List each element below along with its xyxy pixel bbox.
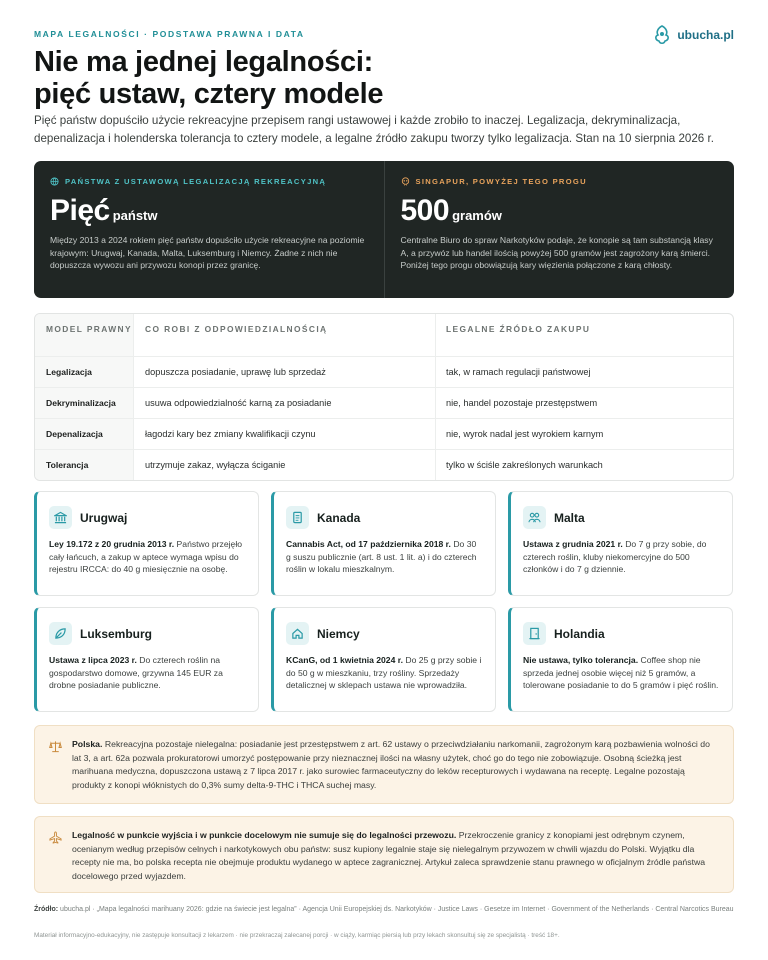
card-text bbox=[286, 654, 482, 692]
table-header-effect: CO ROBI Z ODPOWIEDZIALNOŚCIĄ bbox=[145, 324, 328, 334]
card-desc: Do 7 g przy sobie, do czterech roślin, kluby niekomercyjne do 500 członków i do 7 g dziennie. bbox=[523, 539, 707, 574]
stat-number: 500 bbox=[400, 194, 450, 227]
table-row bbox=[35, 356, 733, 387]
card-law: KCanG, od 1 kwietnia 2024 r. bbox=[286, 655, 404, 665]
country-card-niemcy bbox=[271, 607, 496, 712]
card-text bbox=[523, 538, 719, 576]
card-law: Ley 19.172 z 20 grudnia 2013 r. bbox=[49, 539, 175, 549]
stat-unit: państw bbox=[112, 208, 158, 223]
card-title: Luksemburg bbox=[80, 626, 153, 641]
scales-icon bbox=[49, 740, 62, 753]
card-text bbox=[49, 538, 245, 576]
table-cell-effect: usuwa odpowiedzialność karną za posiadanie bbox=[145, 398, 332, 408]
home-icon bbox=[286, 622, 309, 645]
stat-number: Pięć bbox=[50, 194, 110, 227]
bank-icon bbox=[49, 506, 72, 529]
card-desc: Coffee shop nie sprzeda jednej osobie więcej niż 5 gramów, a tolerowane posiadanie to do 5 gramów i pięć roślin. bbox=[523, 655, 719, 690]
stat-countries bbox=[34, 161, 384, 298]
note-body: Przekroczenie granicy z konopiami jest odrębnym czynem, ocenianym według przepisów celnych i narkotykowych obu państw: susz kupiony legalnie staje się nielegalnym przywozem w chwili wjazdu do Polski. Wyjątku dla recepty nie ma, bo polska recepta nie obejmuje produktu wydanego w aptece zagranicznej. Artykuł zaleca sprawdzenie stanu prawnego w oficjalnym źródle państwa docelowego przed wyjazdem. bbox=[72, 830, 706, 881]
country-cards bbox=[34, 491, 734, 712]
document-icon bbox=[286, 506, 309, 529]
card-desc: Państwo przejęło cały łańcuch, a zakup w aptece wymaga wpisu do rejestru IRCCA: do 40 g miesięcznie na osobę. bbox=[49, 539, 243, 574]
stat-label bbox=[401, 177, 719, 186]
source-text: ubucha.pl · „Mapa legalności marihuany 2026: gdzie na świecie jest legalna” · Agencja Unii Europejskiej ds. Narkotyków · Justice Laws · Gesetze im Internet · Government of the Netherlands · Central Narcotics Bureau bbox=[58, 906, 734, 913]
table-cell-model: Legalizacja bbox=[35, 357, 134, 387]
card-desc: Do 30 g suszu publicznie (art. 8 ust. 1 lit. a) i do czterech roślin w lokalu mieszkalnym. bbox=[286, 539, 477, 574]
table-cell-effect: dopuszcza posiadanie, uprawę lub sprzedaż bbox=[145, 367, 326, 377]
country-card-malta bbox=[508, 491, 733, 596]
table-cell-source: nie, handel pozostaje przestępstwem bbox=[435, 388, 733, 418]
table-row bbox=[35, 449, 733, 480]
note-border bbox=[34, 816, 734, 893]
table-cell-model: Tolerancja bbox=[35, 450, 134, 480]
stat-singapore bbox=[384, 161, 735, 298]
skull-icon bbox=[401, 177, 410, 186]
people-icon bbox=[523, 506, 546, 529]
note-poland bbox=[34, 725, 734, 804]
table-row bbox=[35, 387, 733, 418]
lead-paragraph: Pięć państw dopuściło użycie rekreacyjne przepisem rangi ustawowej i każde zrobiło to inaczej. Legalizacja, dekryminalizacja, depenalizacja i holenderska tolerancja to cztery modele, a legalne źródło zakupu tworzy tylko legalizacja. Stan na 10 sierpnia 2026 r. bbox=[34, 114, 714, 145]
card-law: Ustawa z lipca 2023 r. bbox=[49, 655, 137, 665]
brand-logo[interactable] bbox=[652, 24, 734, 46]
disclaimer: Materiał informacyjno-edukacyjny, nie zastępuje konsultacji z lekarzem · nie przekraczaj zalecanej porcji · w ciąży, karmiąc piersią lub przy lekach skonsultuj się ze specjalistą · treść 18+. bbox=[34, 932, 560, 939]
title-line-1: Nie ma jednej legalności: bbox=[34, 46, 373, 78]
stats-panel bbox=[34, 161, 734, 298]
note-lead: Legalność w punkcie wyjścia i w punkcie docelowym nie sumuje się do legalności przewozu. bbox=[72, 830, 457, 840]
stat-value bbox=[401, 194, 719, 228]
country-card-holandia bbox=[508, 607, 733, 712]
note-text bbox=[72, 829, 719, 880]
globe-icon bbox=[50, 177, 59, 186]
table-cell-model: Depenalizacja bbox=[35, 419, 134, 449]
door-icon bbox=[523, 622, 546, 645]
stat-description: Między 2013 a 2024 rokiem pięć państw dopuściło użycie rekreacyjne na poziomie krajowym: Urugwaj, Kanada, Malta, Luksemburg i Niemcy. Żadne z nich nie dopuszcza wywozu ani przywozu konopi przez granicę. bbox=[50, 235, 365, 270]
card-text bbox=[49, 654, 245, 692]
card-law: Ustawa z grudnia 2021 r. bbox=[523, 539, 623, 549]
table-cell-effect: utrzymuje zakaz, wyłącza ściganie bbox=[145, 460, 286, 470]
card-title: Niemcy bbox=[317, 626, 360, 641]
card-desc: Do 25 g przy sobie i do 50 g w mieszkaniu, trzy rośliny. Sprzedaży detalicznej w sklepach ustawa nie wprowadziła. bbox=[286, 655, 482, 690]
card-title: Urugwaj bbox=[80, 510, 128, 525]
note-lead: Polska. bbox=[72, 739, 103, 749]
plane-icon bbox=[49, 831, 62, 844]
brand-mark-icon bbox=[652, 24, 672, 46]
stat-unit: gramów bbox=[452, 208, 502, 223]
card-title: Holandia bbox=[554, 626, 605, 641]
country-card-kanada bbox=[271, 491, 496, 596]
eyebrow: MAPA LEGALNOŚCI · PODSTAWA PRAWNA I DATA bbox=[34, 29, 305, 39]
table-row bbox=[35, 418, 733, 449]
stat-value bbox=[50, 194, 368, 228]
table-header-row bbox=[35, 314, 733, 356]
card-desc: Do czterech roślin na gospodarstwo domowe, grzywna 145 EUR za drobne posiadanie publiczne. bbox=[49, 655, 223, 690]
stat-label-text: SINGAPUR, POWYŻEJ TEGO PROGU bbox=[415, 177, 587, 186]
source-line bbox=[34, 905, 734, 916]
stat-label-text: PAŃSTWA Z USTAWOWĄ LEGALIZACJĄ REKREACYJNĄ bbox=[65, 177, 327, 186]
stat-description: Centralne Biuro do spraw Narkotyków podaje, że konopie są tam substancją klasy A, a przywóz lub handel ilością powyżej 500 gramów jest zagrożony karą śmierci. Poniżej tego progu obowiązują kary więzienia połączone z karą chłosty. bbox=[400, 235, 713, 270]
source-label: Źródło: bbox=[34, 906, 59, 913]
stat-label bbox=[50, 177, 368, 186]
leaf-icon bbox=[49, 622, 72, 645]
table-cell-model: Dekryminalizacja bbox=[35, 388, 134, 418]
country-card-urugwaj bbox=[34, 491, 259, 596]
card-law: Nie ustawa, tylko tolerancja. bbox=[523, 655, 639, 665]
note-body: Rekreacyjna pozostaje nielegalna: posiadanie jest przestępstwem z art. 62 ustawy o przeciwdziałaniu narkomanii, zagrożonym karą pozbawienia wolności do lat 3, a art. 62a pozwala prokuratorowi umorzyć postępowanie przy nieznacznej ilości na własny użytek, choć go do tego nie zobowiązuje. Osobną ścieżką jest marihuana medyczna, dopuszczona ustawą z 7 lipca 2017 r. jako surowiec farmaceutyczny do leków recepturowych i wydawana na receptę. Legalne pozostają produkty z konopi włóknistych do 0,3% sumy delta-9-THC i THCA suchej masy. bbox=[72, 739, 710, 790]
card-title: Malta bbox=[554, 510, 585, 525]
card-title: Kanada bbox=[317, 510, 361, 525]
note-text bbox=[72, 738, 719, 791]
table-cell-source: nie, wyrok nadal jest wyrokiem karnym bbox=[435, 419, 733, 449]
country-card-luksemburg bbox=[34, 607, 259, 712]
card-text bbox=[523, 654, 719, 692]
title-line-2: pięć ustaw, cztery modele bbox=[34, 78, 384, 110]
card-text bbox=[286, 538, 482, 576]
page-title bbox=[34, 46, 654, 110]
card-law: Cannabis Act, od 17 października 2018 r. bbox=[286, 539, 451, 549]
brand-name: ubucha.pl bbox=[677, 28, 734, 42]
table-cell-source: tylko w ściśle zakreślonych warunkach bbox=[435, 450, 733, 480]
legal-models-table bbox=[34, 313, 734, 481]
table-header-source: LEGALNE ŹRÓDŁO ZAKUPU bbox=[435, 314, 733, 356]
table-cell-source: tak, w ramach regulacji państwowej bbox=[435, 357, 733, 387]
table-header-model: MODEL PRAWNY bbox=[35, 314, 134, 356]
table-cell-effect: łagodzi kary bez zmiany kwalifikacji czynu bbox=[145, 429, 316, 439]
